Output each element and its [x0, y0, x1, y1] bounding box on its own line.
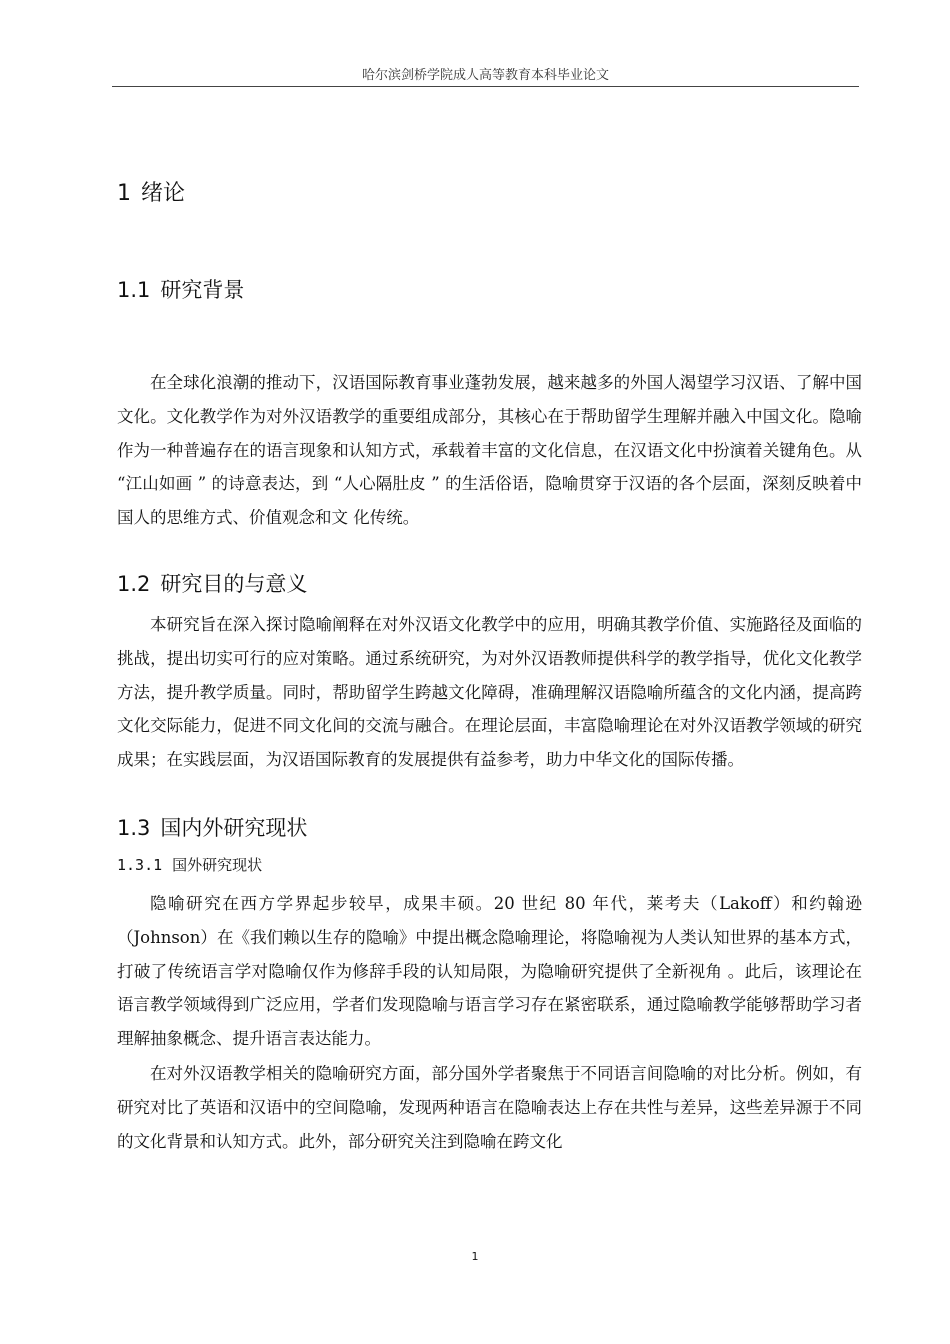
paragraph-background: 在全球化浪潮的推动下，汉语国际教育事业蓬勃发展，越来越多的外国人渴望学习汉语、了解中国文化。文化教学作为对外汉语教学的重要组成部分，其核心在于帮助留学生理解并融入中国文化。隐喻作为一种普遍存在的语言现象和认知方式，承载着丰富的文化信息，在汉语文化中扮演着关键角色。从 “江山如画 ” 的诗意表达，到 “人心隔肚皮 ” 的生活俗语，隐喻贯穿于汉语的各个层面，深刻反映着中国人的思维方式、价值观念和文 化传统。 — [117, 373, 862, 528]
section-number: 1.3 — [117, 816, 151, 840]
subsection-heading-1-3-1 — [117, 854, 262, 875]
paragraph-foreign-research-1: 隐喻研究在西方学界起步较早，成果丰硕。20 世纪 80 年代，莱考夫（Lakoff）和约翰逊（Johnson）在《我们赖以生存的隐喻》中提出概念隐喻理论，将隐喻视为人类认知世界的基本方式，打破了传统语言学对隐喻仅作为修辞手段的认知局限，为隐喻研究提供了全新视角 。此后，该理论在语言教学领域得到广泛应用，学者们发现隐喻与语言学习存在紧密联系，通过隐喻教学能够帮助学习者理解抽象概念、提升语言表达能力。 — [117, 894, 862, 1049]
chapter-title: 绪论 — [141, 181, 186, 206]
section-heading-1-1 — [117, 274, 244, 304]
subsection-title: 国外研究现状 — [172, 856, 263, 874]
section-title: 研究背景 — [160, 278, 245, 302]
chapter-number: 1 — [117, 181, 131, 206]
section-heading-1-3 — [117, 812, 307, 842]
section-heading-1-2 — [117, 568, 307, 598]
page-number: 1 — [471, 1250, 479, 1263]
running-header: 哈尔滨剑桥学院成人高等教育本科毕业论文 — [361, 68, 609, 83]
subsection-number: 1.3.1 — [117, 856, 163, 874]
section-title: 研究目的与意义 — [160, 572, 308, 596]
header-rule — [112, 86, 859, 87]
chapter-heading — [117, 176, 185, 207]
paragraph-purpose: 本研究旨在深入探讨隐喻阐释在对外汉语文化教学中的应用，明确其教学价值、实施路径及面临的挑战，提出切实可行的应对策略。通过系统研究，为对外汉语教师提供科学的教学指导，优化文化教学方法，提升教学质量。同时，帮助留学生跨越文化障碍，准确理解汉语隐喻所蕴含的文化内涵，提高跨文化交际能力，促进不同文化间的交流与融合。在理论层面，丰富隐喻理论在对外汉语教学领域的研究成果；在实践层面，为汉语国际教育的发展提供有益参考，助力中华文化的国际传播。 — [117, 615, 862, 770]
paragraph-foreign-research-2: 在对外汉语教学相关的隐喻研究方面，部分国外学者聚焦于不同语言间隐喻的对比分析。例如，有研究对比了英语和汉语中的空间隐喻，发现两种语言在隐喻表达上存在共性与差异，这些差异源于不同的文化背景和认知方式。此外，部分研究关注到隐喻在跨文化 — [117, 1064, 862, 1151]
section-title: 国内外研究现状 — [160, 816, 308, 840]
section-number: 1.2 — [117, 572, 151, 596]
section-number: 1.1 — [117, 278, 151, 302]
